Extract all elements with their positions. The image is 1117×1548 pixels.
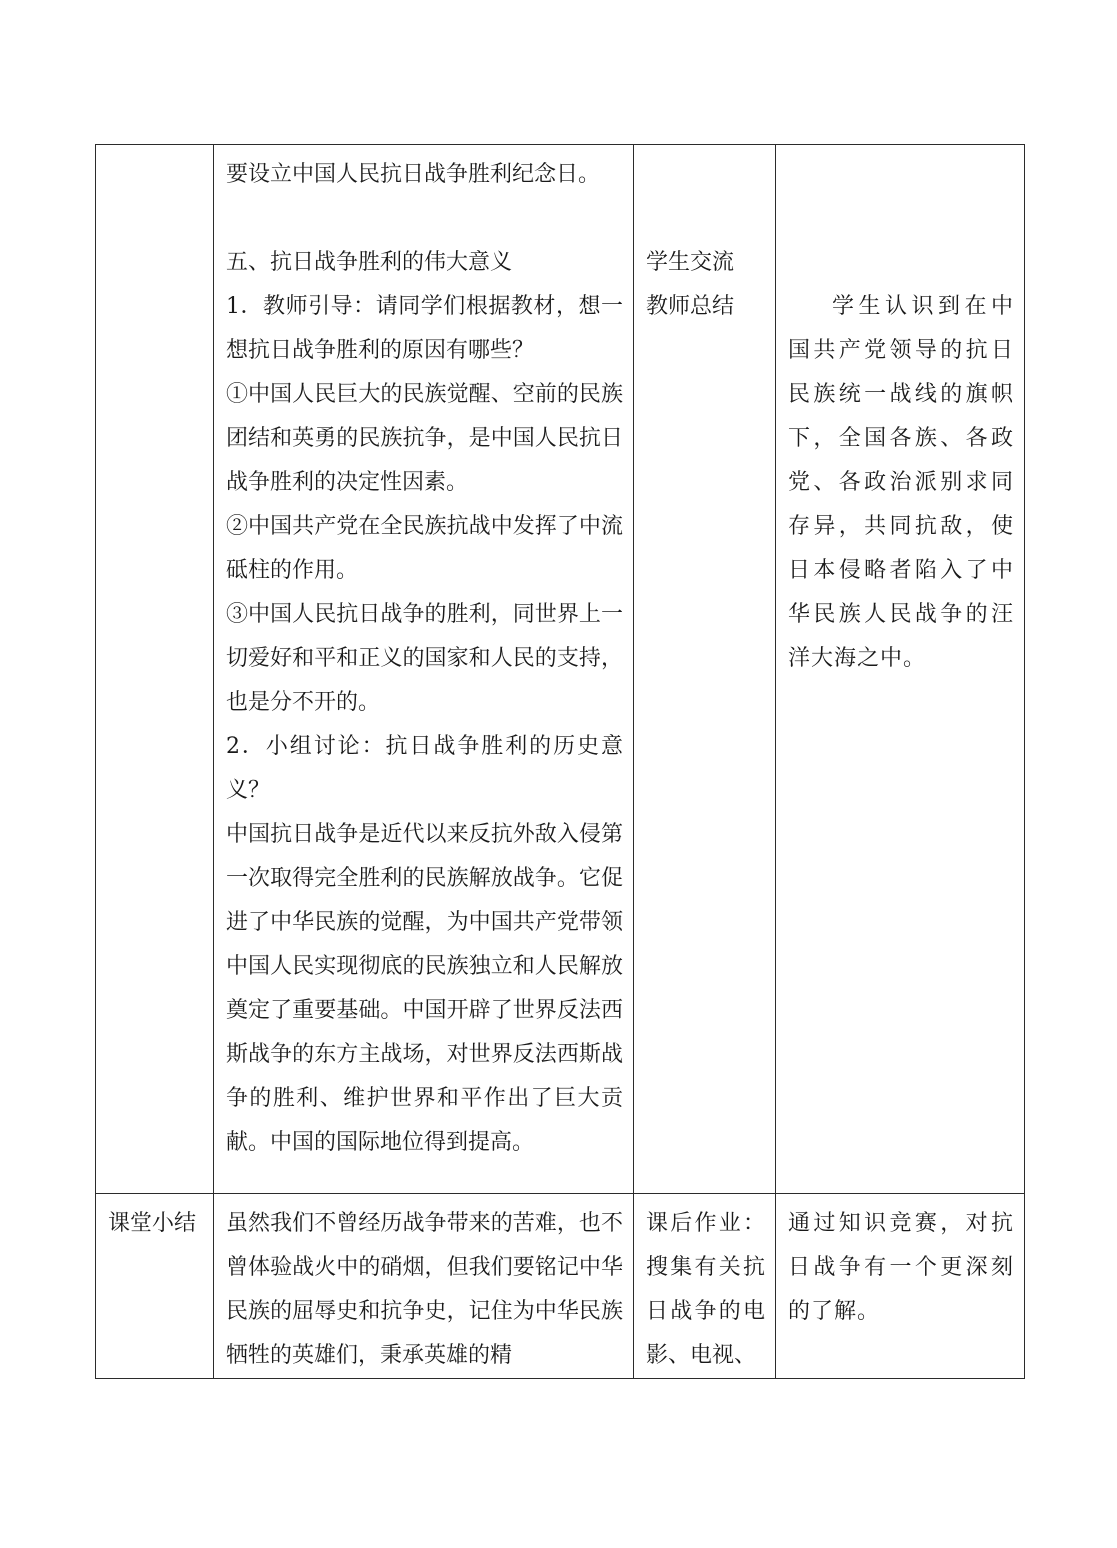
content-cell — [214, 1194, 634, 1379]
activity-cell — [634, 1194, 776, 1379]
intent-cell — [776, 145, 1025, 1194]
stage-cell — [96, 145, 214, 1194]
stage-cell — [96, 1194, 214, 1379]
content-paragraph: ①中国人民巨大的民族觉醒、空前的民族团结和英勇的民族抗争，是中国人民抗日战争胜利的决定性因素。 — [226, 382, 623, 495]
content-paragraph: ③中国人民抗日战争的胜利，同世界上一切爱好和平和正义的国家和人民的支持，也是分不开的。 — [226, 602, 623, 715]
table-row — [96, 145, 1025, 1194]
blank-line — [226, 197, 623, 241]
content-paragraph: 1．教师引导：请同学们根据教材，想一想抗日战争胜利的原因有哪些？ — [226, 294, 623, 363]
stage-label: 课堂小结 — [108, 1211, 197, 1236]
intent-text: 通过知识竞赛，对抗日战争有一个更深刻的了解。 — [788, 1211, 1014, 1324]
content-paragraph: 中国抗日战争是近代以来反抗外敌入侵第一次取得完全胜利的民族解放战争。它促进了中华民族的觉醒，为中国共产党带领中国人民实现彻底的民族独立和人民解放奠定了重要基础。中国开辟了世界反法西斯战争的东方主战场，对世界反法西斯战争的胜利、维护世界和平作出了巨大贡献。中国的国际地位得到提高。 — [226, 822, 623, 1155]
intent-text: 学生认识到在中国共产党领导的抗日民族统一战线的旗帜下，全国各族、各政党、各政治派别求同存异，共同抗敌，使日本侵略者陷入了中华民族人民战争的汪洋大海之中。 — [788, 294, 1014, 671]
activity-line: 教师总结 — [646, 294, 735, 319]
intent-cell — [776, 1194, 1025, 1379]
table-row — [96, 1194, 1025, 1379]
content-paragraph: 2．小组讨论：抗日战争胜利的历史意义？ — [226, 734, 623, 803]
summary-text: 虽然我们不曾经历战争带来的苦难，也不曾体验战火中的硝烟，但我们要铭记中华民族的屈辱史和抗争史，记住为中华民族牺牲的英雄们，秉承英雄的精 — [226, 1211, 623, 1368]
lesson-plan-table — [95, 144, 1025, 1379]
section-title: 五、抗日战争胜利的伟大意义 — [226, 250, 513, 275]
stage-label — [96, 145, 213, 153]
homework-text: 课后作业：搜集有关抗日战争的电影、电视、 — [646, 1211, 765, 1368]
content-first-line: 要设立中国人民抗日战争胜利纪念日。 — [226, 162, 601, 187]
content-cell — [214, 145, 634, 1194]
activity-cell — [634, 145, 776, 1194]
content-paragraph: ②中国共产党在全民族抗战中发挥了中流砥柱的作用。 — [226, 514, 623, 583]
activity-line: 学生交流 — [646, 250, 735, 275]
